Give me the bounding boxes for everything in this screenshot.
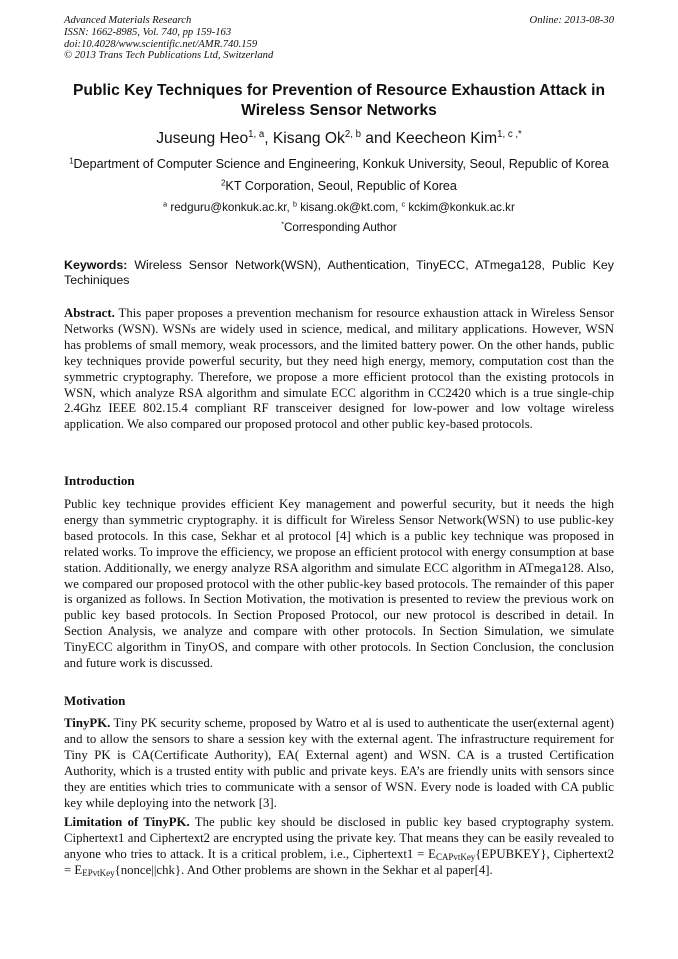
section-title-introduction: Introduction	[64, 473, 135, 488]
email-mark: a	[163, 199, 168, 209]
email-mark: c	[401, 199, 406, 209]
corresponding-mark: *	[281, 219, 284, 229]
limitation-label: Limitation of TinyPK.	[64, 815, 190, 829]
email-c[interactable]: kckim@konkuk.ac.kr	[405, 201, 515, 214]
abstract-label: Abstract.	[64, 306, 115, 320]
keywords-label: Keywords:	[64, 258, 128, 272]
formula-e2-subscript: EPvtKey	[82, 867, 115, 878]
author-separator: ,	[264, 130, 273, 147]
corresponding-author	[0, 221, 678, 234]
author-2: Kisang Ok	[272, 130, 345, 147]
section-title-motivation: Motivation	[64, 693, 126, 708]
affiliation-mark: 2	[221, 178, 226, 188]
title-line-2: Wireless Sensor Networks	[241, 102, 437, 119]
limitation-text: The public key should be disclosed in public key based cryptography system. Ciphertext1 and Ciphertext2 are encrypted using the private key. That means they can be easily revealed to anyone who tries to attack. It is a critical problem, i.e., Ciphertext1 =	[64, 815, 614, 861]
affiliation-mark: 1	[69, 156, 74, 166]
affiliation-text: Department of Computer Science and Engineering, Konkuk University, Seoul, Republic of Korea	[73, 157, 609, 171]
formula-e1-arg: {EPUBKEY}, Ciphertext2 =	[64, 846, 614, 877]
introduction-text: Public key technique provides efficient Key management and powerful security, but it needs the high energy than symmetric cryptography. it is difficult for Wireless Sensor Network(WSN) to use public-key based protocols. In this case, Sekhar et al protocol [4] which is a public key technique was proposed in related works. To improve the efficiency, we propose an efficient protocol with energy consumption at base station. Additionally, we energy analyze RSA algorithm and simulate ECC algorithm in ATmega128. Also, we compared our proposed protocol with the other public-key based protocols. The remainder of this paper is organized as follows. In Section Motivation, the motivation is presented to review the previous work on public key based protocols. In Section Proposed Protocol, our new protocol is described in detail. In Section Analysis, we analyze and compare with other protocols. In Section Simulation, we simulate TinyECC algorithm in TinyOS, and compare with other protocols. In Section Conclusion, the conclusion and future work is discussed.	[64, 497, 614, 671]
formula-e2-arg: {nonce||chk}. And Other problems are shown in the Sekhar et al paper[4].	[114, 862, 493, 877]
affiliation-1	[0, 157, 678, 171]
author-1: Juseung Heo	[156, 130, 249, 147]
title-line-1: Public Key Techniques for Prevention of Resource Exhaustion Attack in	[72, 82, 606, 99]
author-1-sup: 1, a	[248, 129, 265, 141]
affiliation-2	[0, 179, 678, 193]
abstract-text: This paper proposes a prevention mechanism for resource exhaustion attack in Wireless Sensor Networks (WSN). WSNs are widely used in science, medical, and military applications. However, WSN has problems of small memory, weak processors, and the limited battery power. On the other hands, public key techniques provide powerful security, but they need high energy, memory, computation cost than the symmetric cryptography. Therefore, we propose a more efficient protocol than the existing protocols in WSN, which analyze RSA algorithm and simulate ECC algorithm in CC2420 which is a true single-chip 2.4Ghz IEEE 802.15.4 compliant RF transceiver designed for low-power and low voltage wireless application. We also compared our proposed protocol and other public key-based protocols.	[64, 306, 614, 432]
email-a[interactable]: redguru@konkuk.ac.kr,	[167, 201, 293, 214]
email-list	[0, 201, 678, 214]
issn: ISSN: 1662-8985, Vol. 740, pp 159-163	[64, 26, 232, 38]
copyright: © 2013 Trans Tech Publications Ltd, Switzerland	[64, 50, 274, 62]
affiliation-text: KT Corporation, Seoul, Republic of Korea	[225, 179, 457, 193]
corresponding-text: Corresponding Author	[284, 221, 397, 234]
author-separator: and	[360, 130, 396, 147]
email-b[interactable]: kisang.ok@kt.com,	[296, 201, 402, 214]
formula-e1: E	[428, 846, 436, 861]
formula-e2: E	[74, 862, 83, 877]
paper-title	[56, 81, 622, 121]
author-3: Keecheon Kim	[395, 130, 498, 147]
journal-name: Advanced Materials Research	[64, 15, 192, 26]
author-3-sup: 1, c ,*	[497, 129, 522, 141]
online-date: Online: 2013-08-30	[529, 15, 614, 26]
motivation-paragraph-tinypk	[64, 716, 614, 811]
formula-e1-subscript: CAPvtKey	[435, 852, 476, 863]
tinypk-text: Tiny PK security scheme, proposed by Watro et al is used to authenticate the user(external agent) and to allow the sensors to share a session key with the external agent. The infrastructure requirement for Tiny PK is CA(Certificate Authority), EA( External agent) and WSN. CA is a trusted Certification Authority, which is a trusted entity with public and private keys. EA’s are friendly units with sensors since they are entities which tries to communicate with a sensor of WSN. Every node is loaded with CA public key while deploying into the network [3].	[64, 716, 614, 810]
journal-header	[64, 15, 614, 62]
author-2-sup: 2, b	[344, 129, 361, 141]
abstract	[64, 306, 614, 433]
doi[interactable]: doi:10.4028/www.scientific.net/AMR.740.159	[64, 38, 258, 50]
email-mark: b	[292, 199, 297, 209]
author-list	[0, 130, 678, 148]
motivation-paragraph-limitation	[64, 815, 614, 879]
keywords-text: Wireless Sensor Network(WSN), Authentication, TinyECC, ATmega128, Public Key Techiniques	[64, 258, 614, 287]
keywords	[64, 258, 614, 288]
tinypk-label: TinyPK.	[64, 716, 111, 730]
